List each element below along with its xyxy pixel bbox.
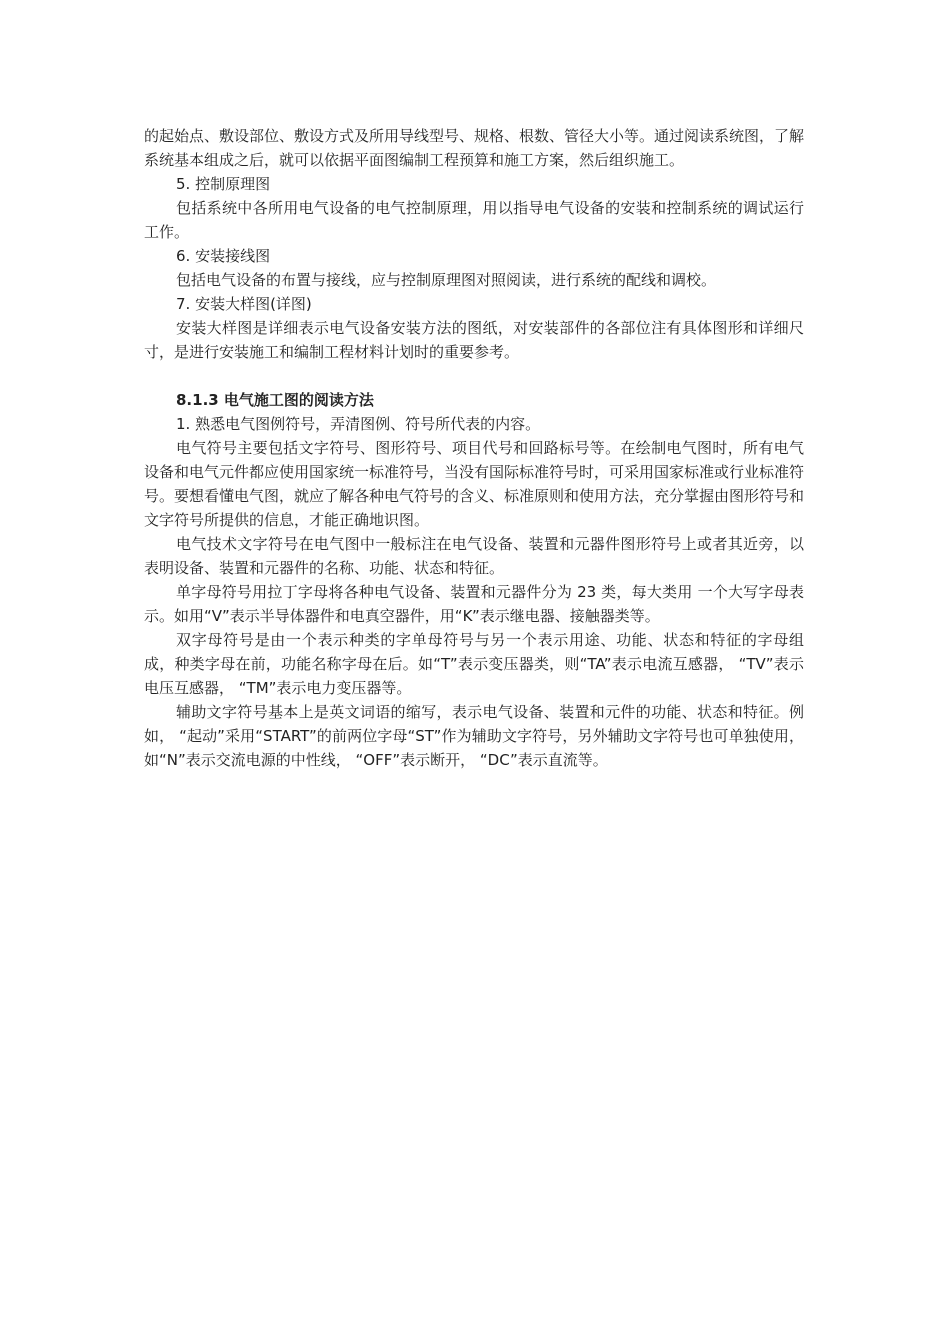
paragraph-single-letter: 单字母符号用拉丁字母将各种电气设备、装置和元器件分为 23 类，每大类用 一个大写字母表示。如用“V”表示半导体器件和电真空器件，用“K”表示继电器、接触器类等。	[144, 583, 804, 625]
paragraph-double-letter: 双字母符号是由一个表示种类的字单母符号与另一个表示用途、功能、状态和特征的字母组成，种类字母在前，功能名称字母在后。如“T”表示变压器类，则“TA”表示电流互感器， “TV”表示电压互感器， “TM”表示电力变压器等。	[144, 631, 804, 697]
item-control-schematic: 5. 控制原理图	[176, 175, 271, 193]
item-detail-drawing: 7. 安装大样图(详图)	[176, 295, 312, 313]
item-familiarize-symbols: 1. 熟悉电气图例符号，弄清图例、符号所代表的内容。	[176, 415, 541, 433]
paragraph-detail-drawing: 安装大样图是详细表示电气设备安装方法的图纸，对安装部件的各部位注有具体图形和详细尺寸，是进行安装施工和编制工程材料计划时的重要参考。	[144, 319, 804, 361]
paragraph-continuation: 的起始点、敷设部位、敷设方式及所用导线型号、规格、根数、管径大小等。通过阅读系统图，了解系统基本组成之后，就可以依据平面图编制工程预算和施工方案，然后组织施工。	[144, 127, 805, 169]
paragraph-auxiliary-symbols: 辅助文字符号基本上是英文词语的缩写，表示电气设备、装置和元件的功能、状态和特征。例如， “起动”采用“START”的前两位字母“ST”作为辅助文字符号，另外辅助文字符号也可单独使用，如“N”表示交流电源的中性线， “OFF”表示断开， “DC”表示直流等。	[144, 703, 804, 769]
paragraph-text-symbols: 电气技术文字符号在电气图中一般标注在电气设备、装置和元器件图形符号上或者其近旁，以表明设备、装置和元器件的名称、功能、状态和特征。	[144, 535, 804, 577]
document-body	[144, 124, 804, 772]
paragraph-wiring-diagram: 包括电气设备的布置与接线，应与控制原理图对照阅读，进行系统的配线和调校。	[176, 271, 717, 289]
paragraph-electrical-symbols: 电气符号主要包括文字符号、图形符号、项目代号和回路标号等。在绘制电气图时，所有电气设备和电气元件都应使用国家统一标准符号，当没有国际标准符号时，可采用国家标准或行业标准符号。要想看懂电气图，就应了解各种电气符号的含义、标准原则和使用方法，充分掌握由图形符号和文字符号所提供的信息，才能正确地识图。	[144, 439, 805, 529]
item-wiring-diagram: 6. 安装接线图	[176, 247, 271, 265]
section-heading: 8.1.3 电气施工图的阅读方法	[176, 391, 374, 409]
paragraph-control-schematic: 包括系统中各所用电气设备的电气控制原理，用以指导电气设备的安装和控制系统的调试运行工作。	[144, 199, 804, 241]
